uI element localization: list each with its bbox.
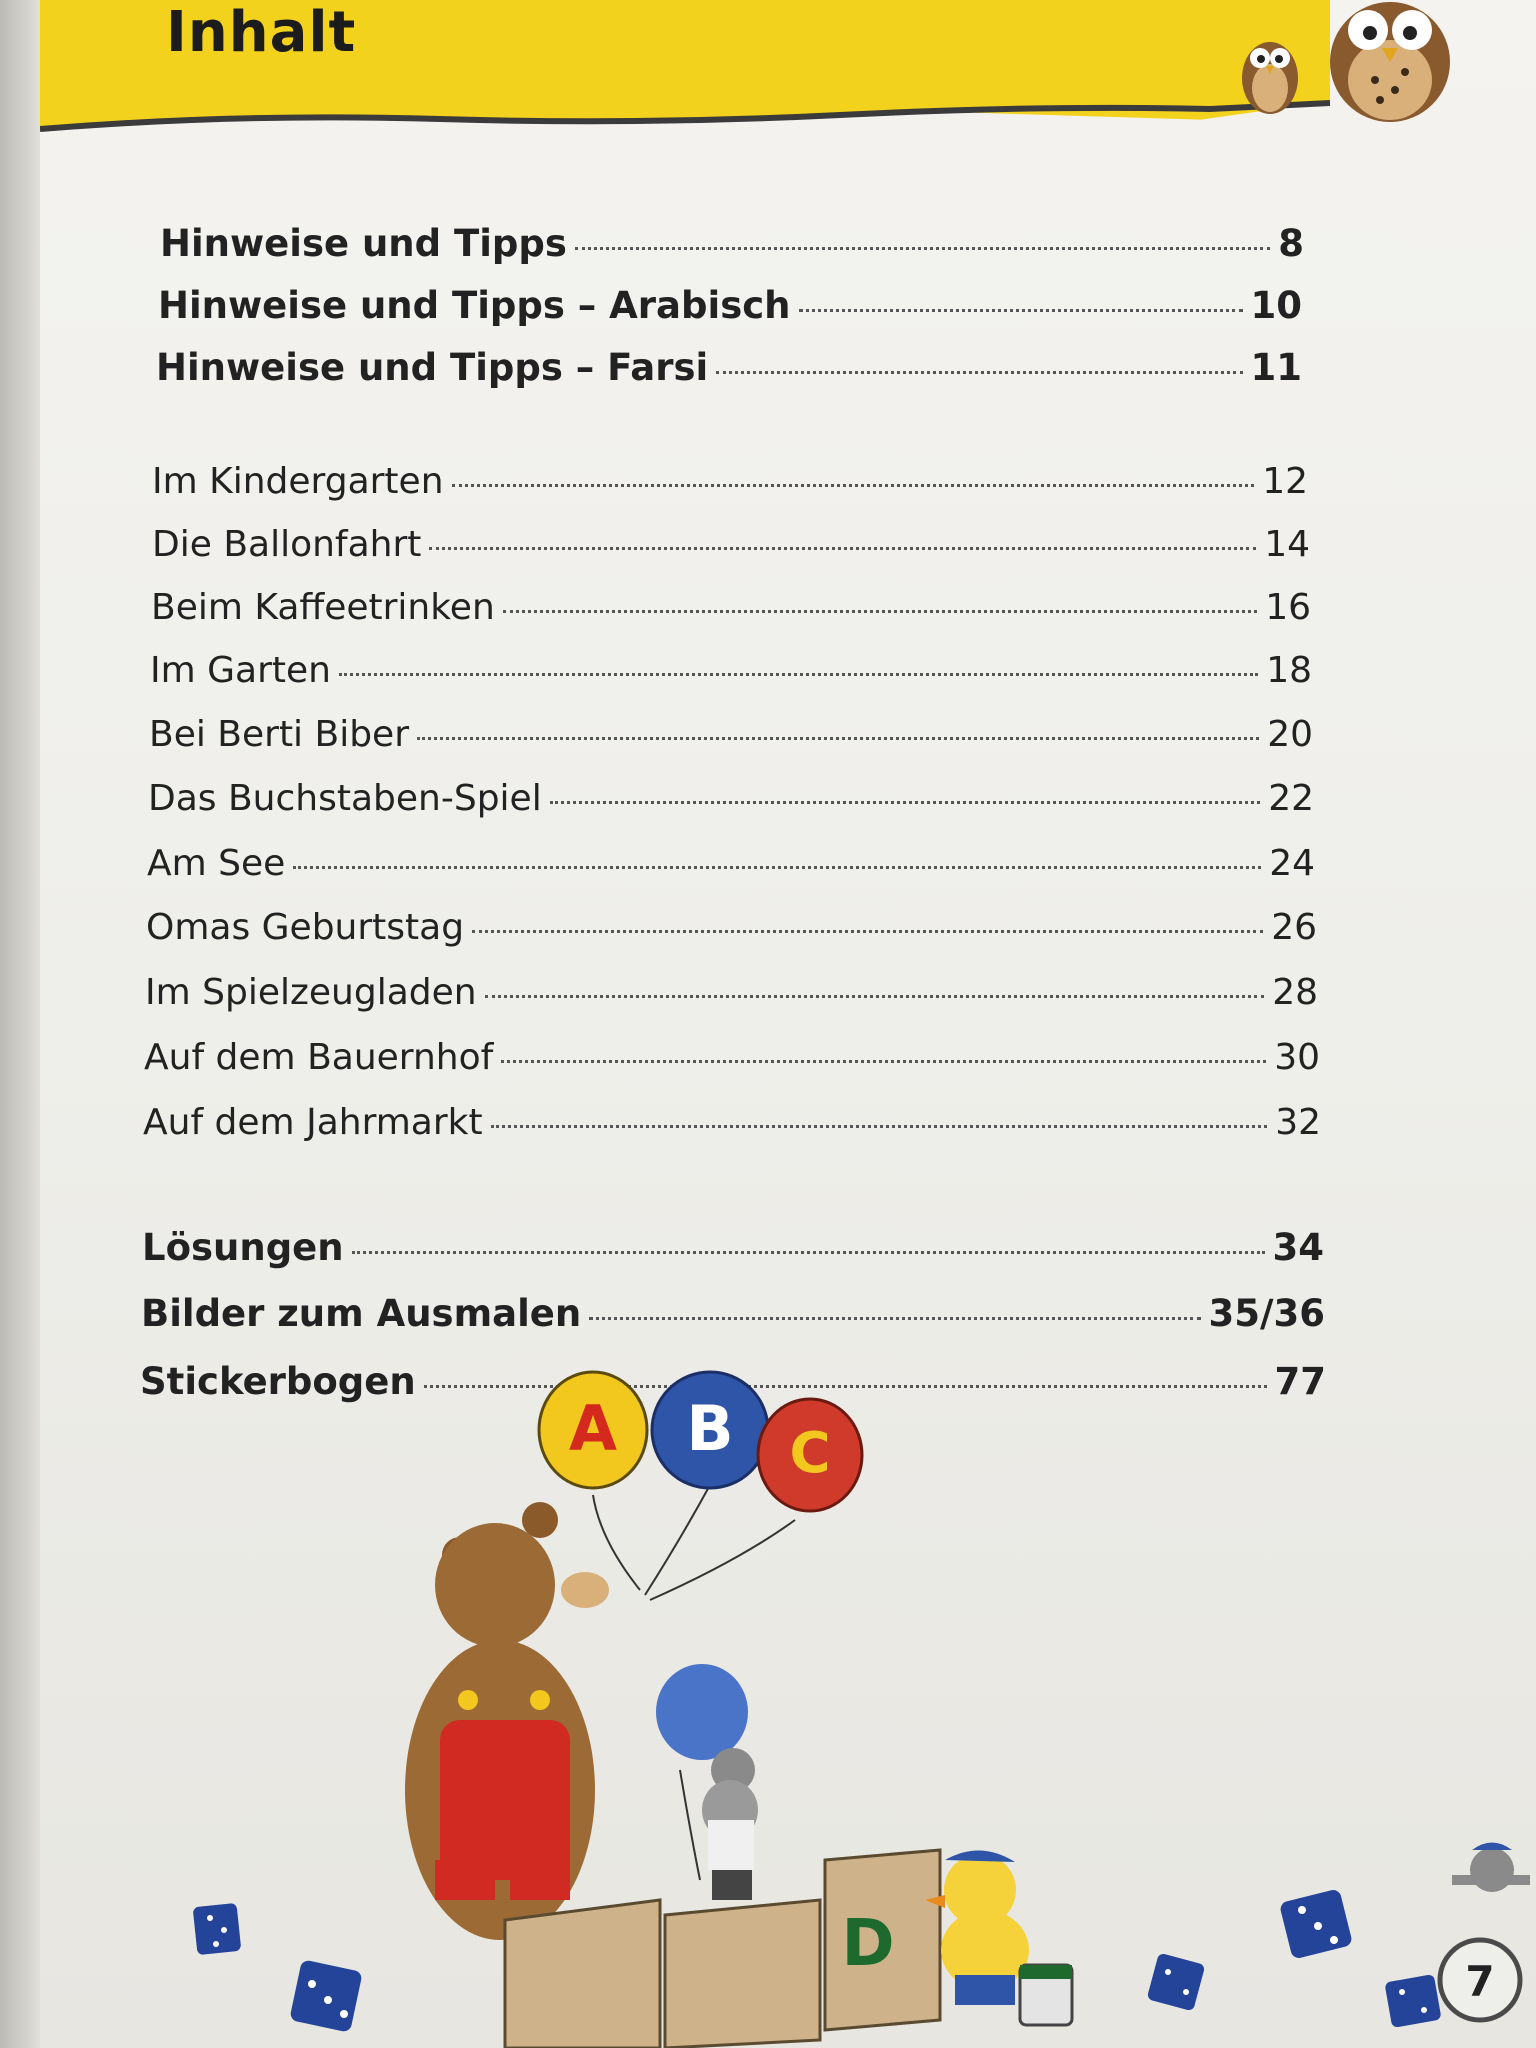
balloon-b-letter: B (686, 1392, 734, 1465)
toc-entry-page: 10 (1250, 284, 1302, 327)
toc-entry-page: 18 (1266, 650, 1312, 691)
block-letter: D (841, 1907, 895, 1981)
balloon-a (539, 1372, 647, 1488)
toc-entry-page: 20 (1267, 714, 1313, 755)
balloon-b (652, 1372, 768, 1488)
small-blue-balloon (656, 1664, 748, 1760)
toc-entry-page: 14 (1264, 524, 1310, 565)
toc-entry-page: 8 (1278, 222, 1304, 265)
toc-entry-page: 16 (1265, 587, 1311, 628)
toc-entry-title: Auf dem Jahrmarkt (143, 1102, 483, 1143)
balloon-c (758, 1399, 862, 1511)
balloon-c-letter: C (789, 1421, 831, 1486)
toc-entry-title: Omas Geburtstag (146, 907, 465, 948)
toc-entry-page: 28 (1272, 972, 1318, 1013)
toc-entry-title: Hinweise und Tipps – Farsi (156, 346, 709, 389)
toc-entry-title: Beim Kaffeetrinken (151, 587, 495, 628)
toc-entry-page: 77 (1274, 1360, 1326, 1403)
balloon-a-letter: A (569, 1392, 617, 1465)
toc-entry-page: 11 (1250, 346, 1302, 389)
toc-entry-page: 30 (1274, 1037, 1320, 1078)
toc-entry-page: 22 (1268, 778, 1314, 819)
toc-entry-title: Am See (147, 843, 286, 884)
paint-bucket-icon (1020, 1965, 1072, 2025)
toc-entry-page: 12 (1262, 461, 1308, 502)
toc-entry-title: Hinweise und Tipps (160, 222, 567, 265)
toc-entry-title: Im Kindergarten (152, 461, 444, 502)
toc-entry-title: Hinweise und Tipps – Arabisch (158, 284, 791, 327)
toc-entry-page: 24 (1269, 843, 1315, 884)
mouse-icon (702, 1748, 758, 1900)
toc-entry-title: Auf dem Bauernhof (144, 1037, 494, 1078)
page-number: 7 (1465, 1957, 1495, 2006)
toc-entry-page: 35/36 (1208, 1292, 1325, 1335)
toc-entry-page: 32 (1275, 1102, 1321, 1143)
book-spine-shadow (0, 0, 44, 2048)
bear-icon (405, 1502, 609, 1940)
toc-entry-title: Lösungen (142, 1226, 344, 1269)
corner-mouse-icon (1452, 1843, 1530, 1893)
toc-entry-title: Im Garten (150, 650, 331, 691)
toc-entry-page: 26 (1271, 907, 1317, 948)
toc-entry-page: 34 (1272, 1226, 1324, 1269)
page-title: Inhalt (166, 0, 357, 65)
toc-entry-title: Das Buchstaben-Spiel (148, 778, 542, 819)
toc-entry-title: Bilder zum Ausmalen (141, 1292, 582, 1335)
book-page (40, 0, 1536, 2048)
cartoon-illustration (40, 0, 1536, 2048)
toc-entry-title: Bei Berti Biber (149, 714, 409, 755)
toc-entry-title: Die Ballonfahrt (152, 524, 422, 565)
toc-entry-title: Stickerbogen (140, 1360, 416, 1403)
page-number-badge (1440, 1940, 1520, 2020)
toc-entry-title: Im Spielzeugladen (145, 972, 477, 1013)
